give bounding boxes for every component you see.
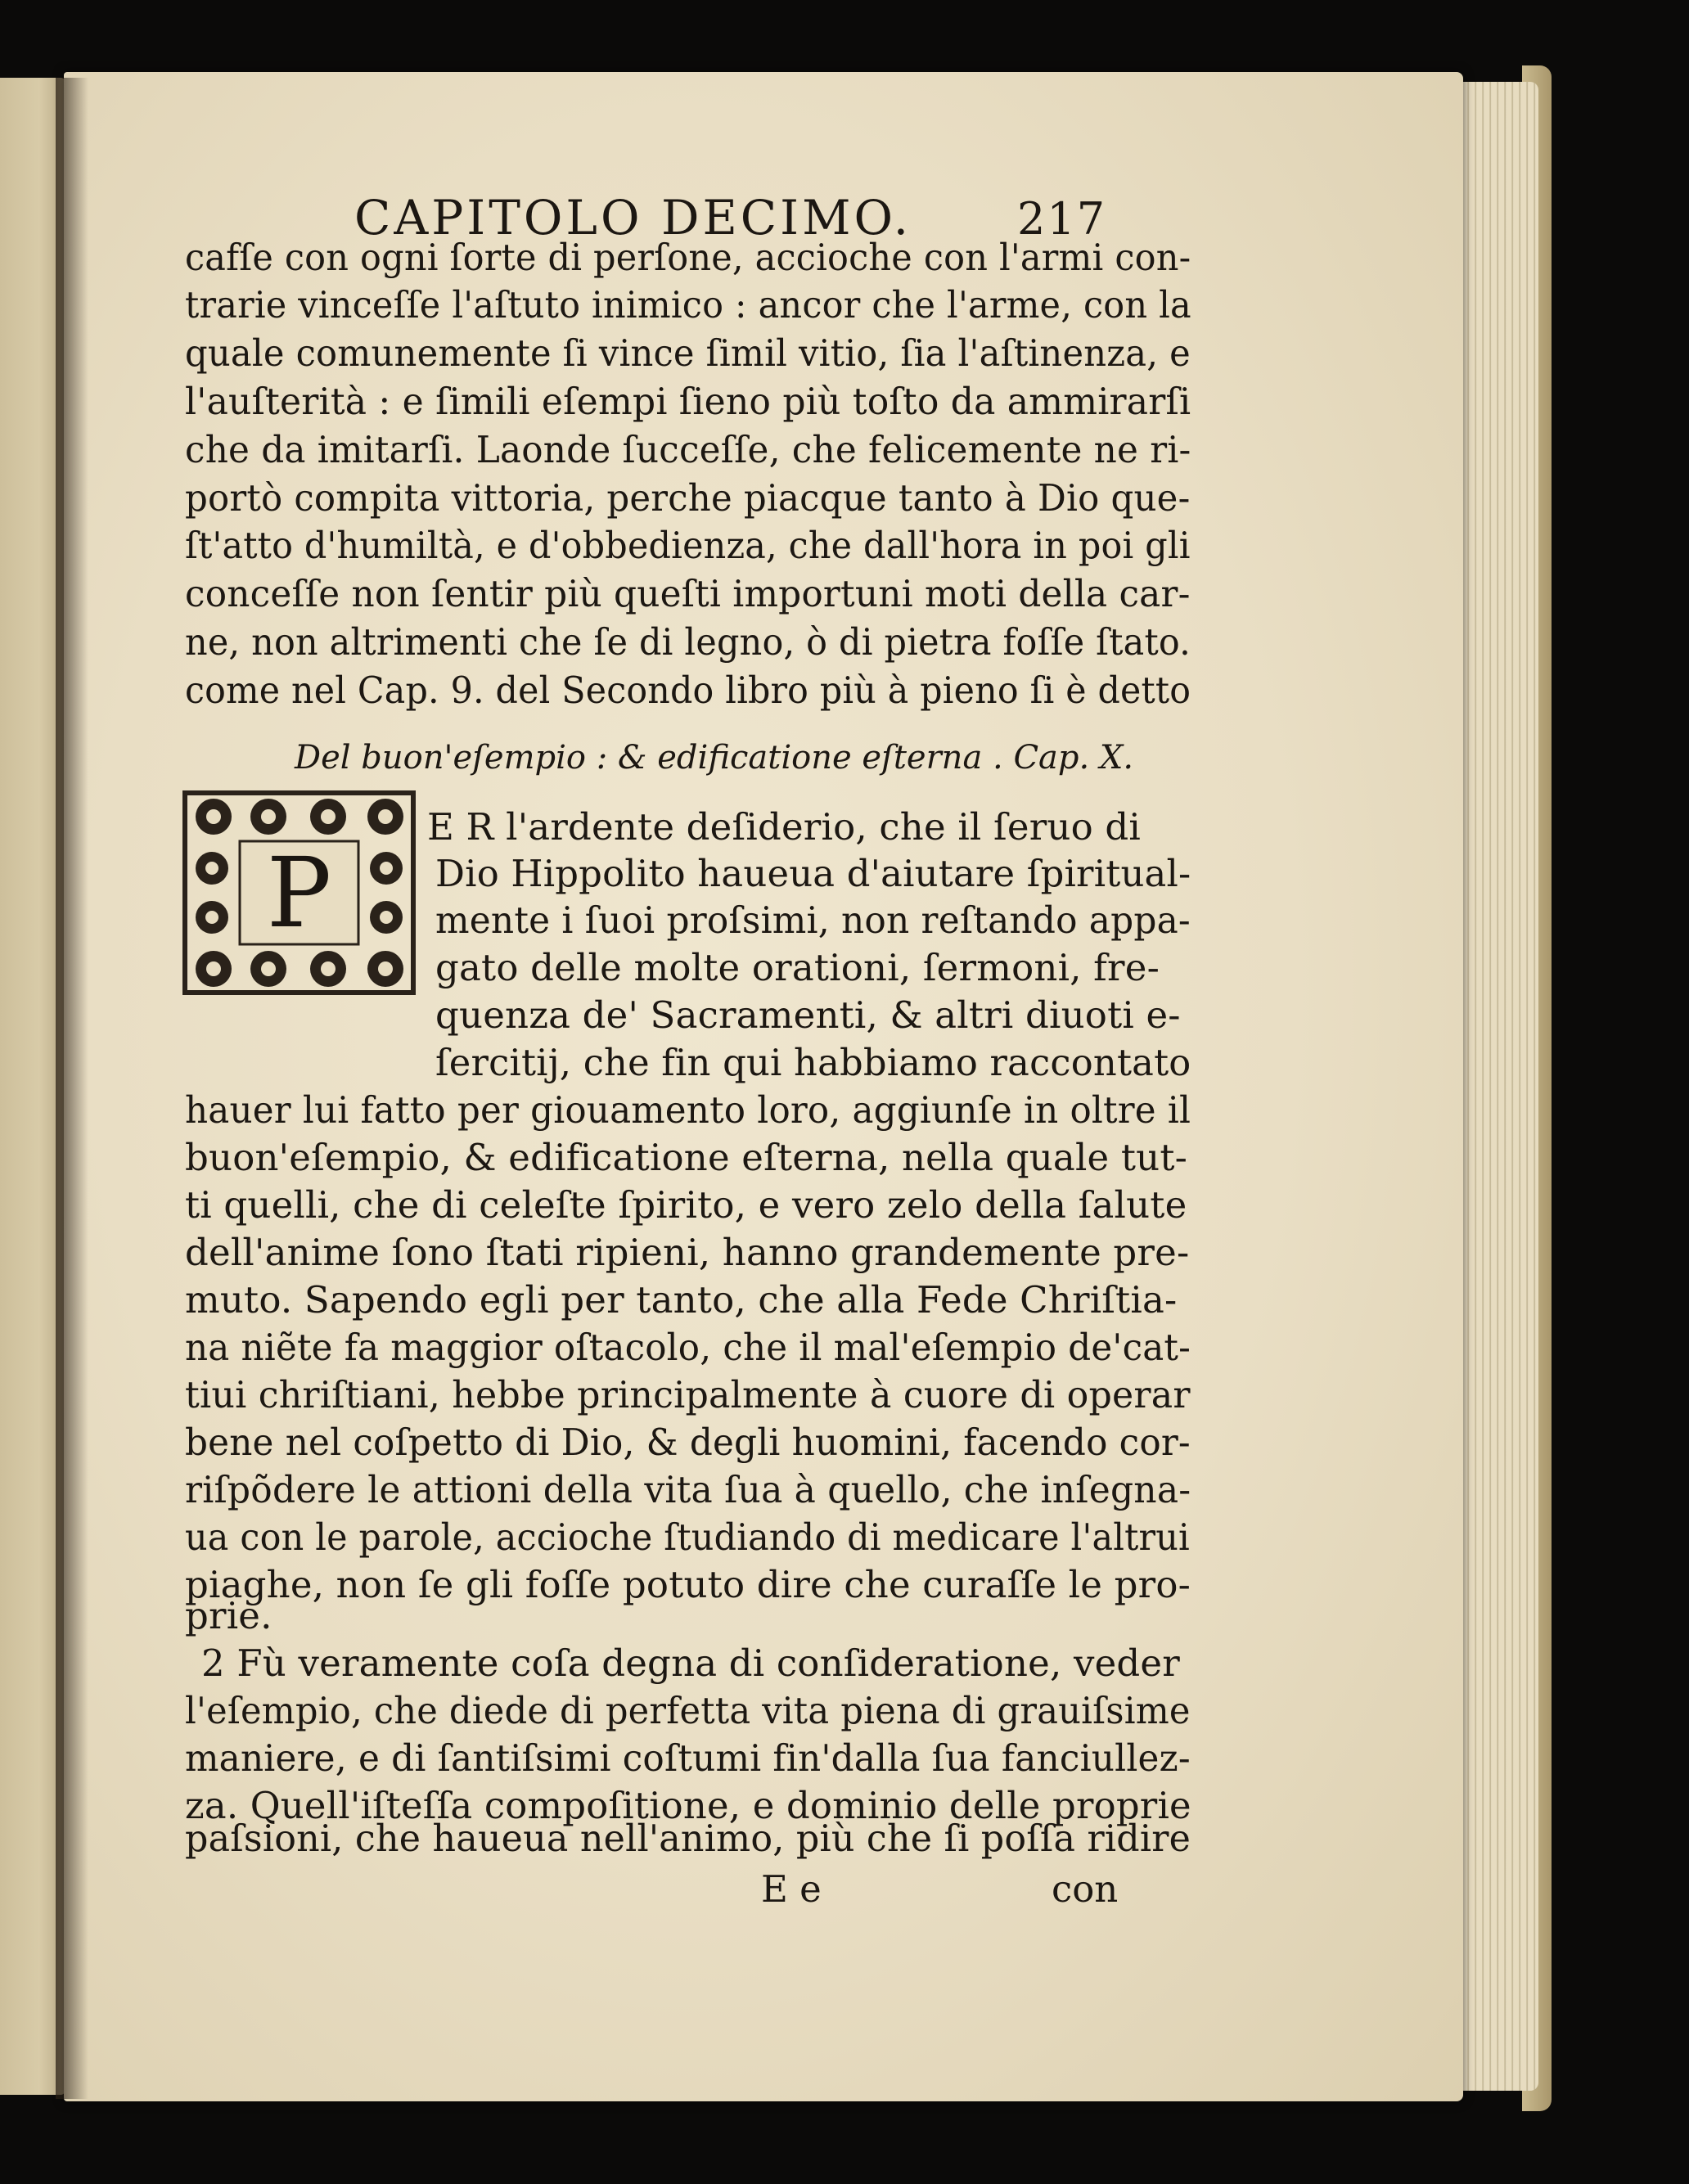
text-line: tiui chriſtiani, hebbe principalmente à cuore di operar <box>185 1373 1191 1416</box>
text-line: ne, non altrimenti che ſe di legno, ò di pietra foſſe ſtato. <box>185 620 1191 664</box>
text-line: cafſe con ogni ſorte di perſone, accioche con l'armi con- <box>185 236 1191 279</box>
gutter-shadow <box>56 78 88 2099</box>
text-line: trarie vinceſſe l'aſtuto inimico : ancor che l'arme, con la <box>185 283 1191 326</box>
page-number: 217 <box>1017 193 1107 245</box>
section-heading: Del buon'eſempio : & edificatione eſterna . Cap. X. <box>295 739 1134 777</box>
running-head: CAPITOLO DECIMO. <box>354 190 912 245</box>
decorated-initial <box>182 790 416 995</box>
text-line: quale comunemente ſi vince ſimil vitio, ſia l'aſtinenza, e <box>185 331 1191 375</box>
text-line: quenza de' Sacramenti, & altri diuoti e- <box>435 993 1181 1037</box>
text-line: Dio Hippolito haueua d'aiutare ſpiritual- <box>435 852 1191 895</box>
initial-letter: P <box>266 836 332 949</box>
text-line: 2 Fù veramente coſa degna di conſideratione, veder <box>201 1641 1180 1685</box>
catchword: con <box>1052 1867 1119 1911</box>
text-line: mente i ſuoi proſsimi, non reſtando appa- <box>435 898 1191 942</box>
text-line: l'auſterità : e ſimili eſempi ſieno più toſto da ammirarſi <box>185 380 1191 423</box>
text-line: gato delle molte orationi, ſermoni, fre- <box>435 946 1160 989</box>
text-line: na niẽte fa maggior oſtacolo, che il mal'eſempio de'cat- <box>185 1326 1191 1369</box>
text-line: buon'eſempio, & edificatione eſterna, nella quale tut- <box>185 1136 1188 1179</box>
text-line: ua con le parole, accioche ſtudiando di medicare l'altrui <box>185 1515 1190 1559</box>
text-line: ſt'atto d'humiltà, e d'obbedienza, che dall'hora in poi gli <box>185 524 1191 567</box>
text-line: muto. Sapendo egli per tanto, che alla Fede Chriſtia- <box>185 1278 1178 1322</box>
text-line: riſpõdere le attioni della vita ſua à quello, che inſegna- <box>185 1468 1191 1511</box>
text-line: E R l'ardente deſiderio, che il ſeruo di <box>427 805 1141 849</box>
text-line: maniere, e di ſantiſsimi coſtumi fin'dalla ſua fanciullez- <box>185 1736 1191 1780</box>
text-line: za. Quell'iſteſſa compoſitione, e dominio delle proprie <box>185 1784 1191 1827</box>
signature-mark: E e <box>761 1867 822 1911</box>
text-line: conceſſe non ſentir più queſti importuni moti della car- <box>185 572 1191 615</box>
text-line: ſercitij, che fin qui habbiamo raccontato <box>435 1041 1191 1084</box>
text-line: portò compita vittoria, perche piacque tanto à Dio que- <box>185 476 1191 520</box>
text-line: ti quelli, che di celeſte ſpirito, e vero zelo della ſalute <box>185 1183 1187 1227</box>
text-line: dell'anime ſono ſtati ripieni, hanno grandemente pre- <box>185 1231 1190 1274</box>
text-line: come nel Cap. 9. del Secondo libro più à pieno ſi è detto <box>185 669 1191 712</box>
text-line: bene nel coſpetto di Dio, & degli huomini, facendo cor- <box>185 1421 1191 1464</box>
text-line: hauer lui fatto per giouamento loro, aggiunſe in oltre il <box>185 1088 1191 1132</box>
text-line: l'eſempio, che diede di perfetta vita piena di grauiſsime <box>185 1689 1191 1732</box>
text-line: paſsioni, che haueua nell'animo, più che ſi poſſa ridire <box>185 1817 1191 1860</box>
text-line: prie. <box>185 1594 272 1637</box>
text-line: che da imitarſi. Laonde ſucceſſe, che felicemente ne ri- <box>185 428 1191 471</box>
text-line: piaghe, non ſe gli foſſe potuto dire che curaſſe le pro- <box>185 1563 1191 1606</box>
